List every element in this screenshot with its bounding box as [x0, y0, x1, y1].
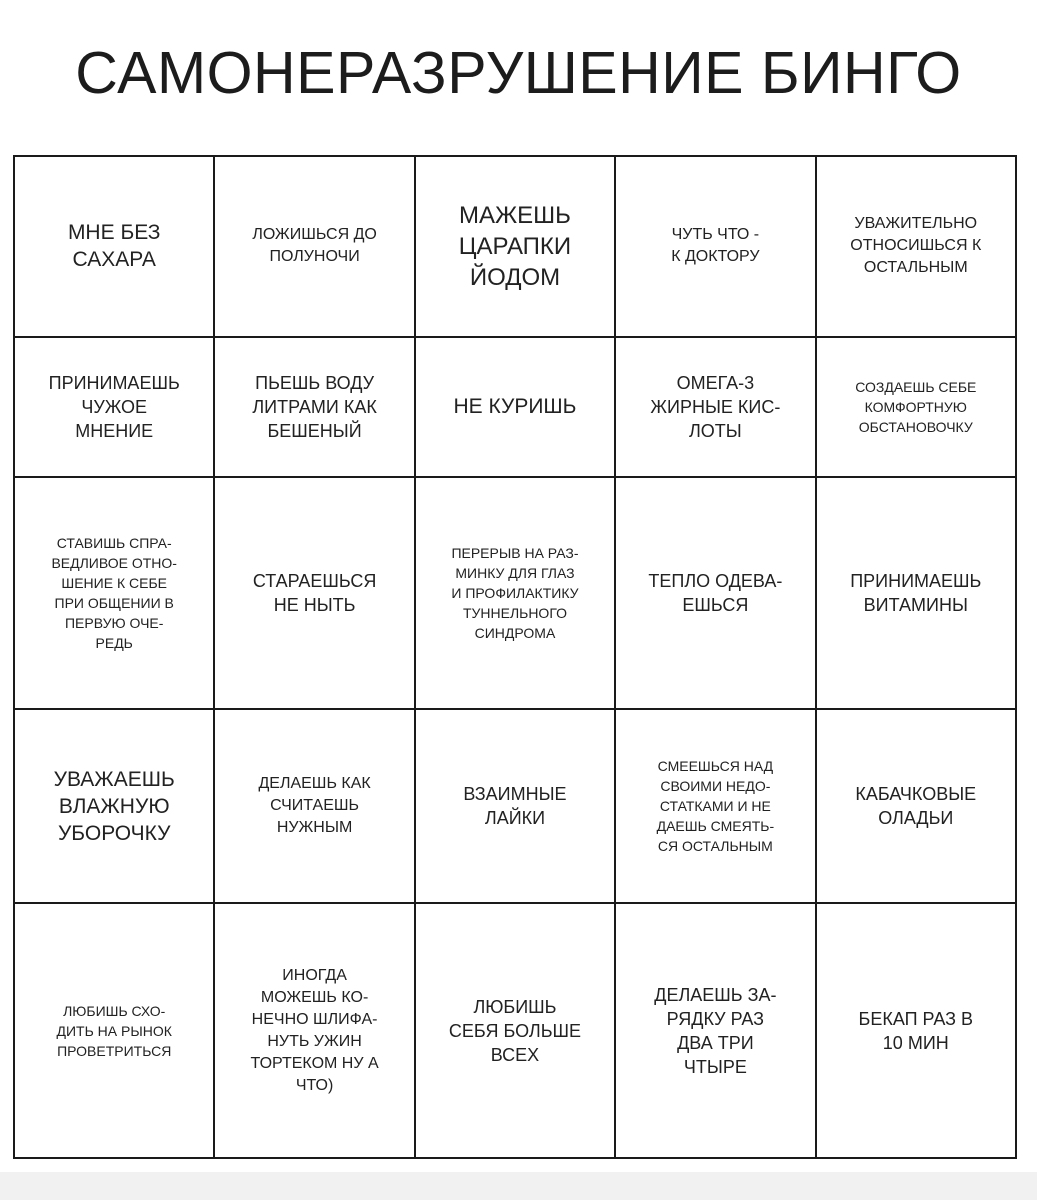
bingo-cell: УВАЖАЕШЬ ВЛАЖНУЮ УБОРОЧКУ	[14, 709, 214, 903]
bingo-cell: ОМЕГА-3 ЖИРНЫЕ КИС- ЛОТЫ	[615, 337, 815, 478]
bingo-cell: ДЕЛАЕШЬ КАК СЧИТАЕШЬ НУЖНЫМ	[214, 709, 414, 903]
bingo-row	[14, 156, 1016, 337]
bingo-cell: СТАВИШЬ СПРА- ВЕДЛИВОЕ ОТНО- ШЕНИЕ К СЕБЕ ПРИ ОБЩЕНИИ В ПЕРВУЮ ОЧЕ- РЕДЬ	[14, 477, 214, 709]
bingo-cell: МНЕ БЕЗ САХАРА	[14, 156, 214, 337]
bingo-cell: МАЖЕШЬ ЦАРАПКИ ЙОДОМ	[415, 156, 615, 337]
bingo-cell: ЛОЖИШЬСЯ ДО ПОЛУНОЧИ	[214, 156, 414, 337]
bingo-cell: ПРИНИМАЕШЬ ВИТАМИНЫ	[816, 477, 1016, 709]
bingo-row	[14, 477, 1016, 709]
bingo-cell: ТЕПЛО ОДЕВА- ЕШЬСЯ	[615, 477, 815, 709]
bingo-grid	[13, 155, 1017, 1159]
bingo-cell: СМЕЕШЬСЯ НАД СВОИМИ НЕДО- СТАТКАМИ И НЕ ДАЕШЬ СМЕЯТЬ- СЯ ОСТАЛЬНЫМ	[615, 709, 815, 903]
bingo-cell: ЛЮБИШЬ СЕБЯ БОЛЬШЕ ВСЕХ	[415, 903, 615, 1158]
bingo-cell: ЧУТЬ ЧТО - К ДОКТОРУ	[615, 156, 815, 337]
bingo-cell: ИНОГДА МОЖЕШЬ КО- НЕЧНО ШЛИФА- НУТЬ УЖИН ТОРТЕКОМ НУ А ЧТО)	[214, 903, 414, 1158]
bingo-cell: ПЬЕШЬ ВОДУ ЛИТРАМИ КАК БЕШЕНЫЙ	[214, 337, 414, 478]
bingo-title: САМОНЕРАЗРУШЕНИЕ БИНГО	[75, 40, 962, 106]
bingo-row	[14, 337, 1016, 478]
bingo-cell: НЕ КУРИШЬ	[415, 337, 615, 478]
bingo-cell: ДЕЛАЕШЬ ЗА- РЯДКУ РАЗ ДВА ТРИ ЧТЫРЕ	[615, 903, 815, 1158]
bingo-cell: ПРИНИМАЕШЬ ЧУЖОЕ МНЕНИЕ	[14, 337, 214, 478]
bingo-cell: УВАЖИТЕЛЬНО ОТНОСИШЬСЯ К ОСТАЛЬНЫМ	[816, 156, 1016, 337]
bingo-cell: ЛЮБИШЬ СХО- ДИТЬ НА РЫНОК ПРОВЕТРИТЬСЯ	[14, 903, 214, 1158]
bingo-cell: КАБАЧКОВЫЕ ОЛАДЬИ	[816, 709, 1016, 903]
bingo-cell: БЕКАП РАЗ В 10 МИН	[816, 903, 1016, 1158]
bottom-strip	[0, 1172, 1037, 1200]
bingo-cell: ВЗАИМНЫЕ ЛАЙКИ	[415, 709, 615, 903]
bingo-row	[14, 709, 1016, 903]
bingo-cell: СТАРАЕШЬСЯ НЕ НЫТЬ	[214, 477, 414, 709]
bingo-cell: СОЗДАЕШЬ СЕБЕ КОМФОРТНУЮ ОБСТАНОВОЧКУ	[816, 337, 1016, 478]
bingo-row	[14, 903, 1016, 1158]
bingo-cell: ПЕРЕРЫВ НА РАЗ- МИНКУ ДЛЯ ГЛАЗ И ПРОФИЛАКТИКУ ТУННЕЛЬНОГО СИНДРОМА	[415, 477, 615, 709]
